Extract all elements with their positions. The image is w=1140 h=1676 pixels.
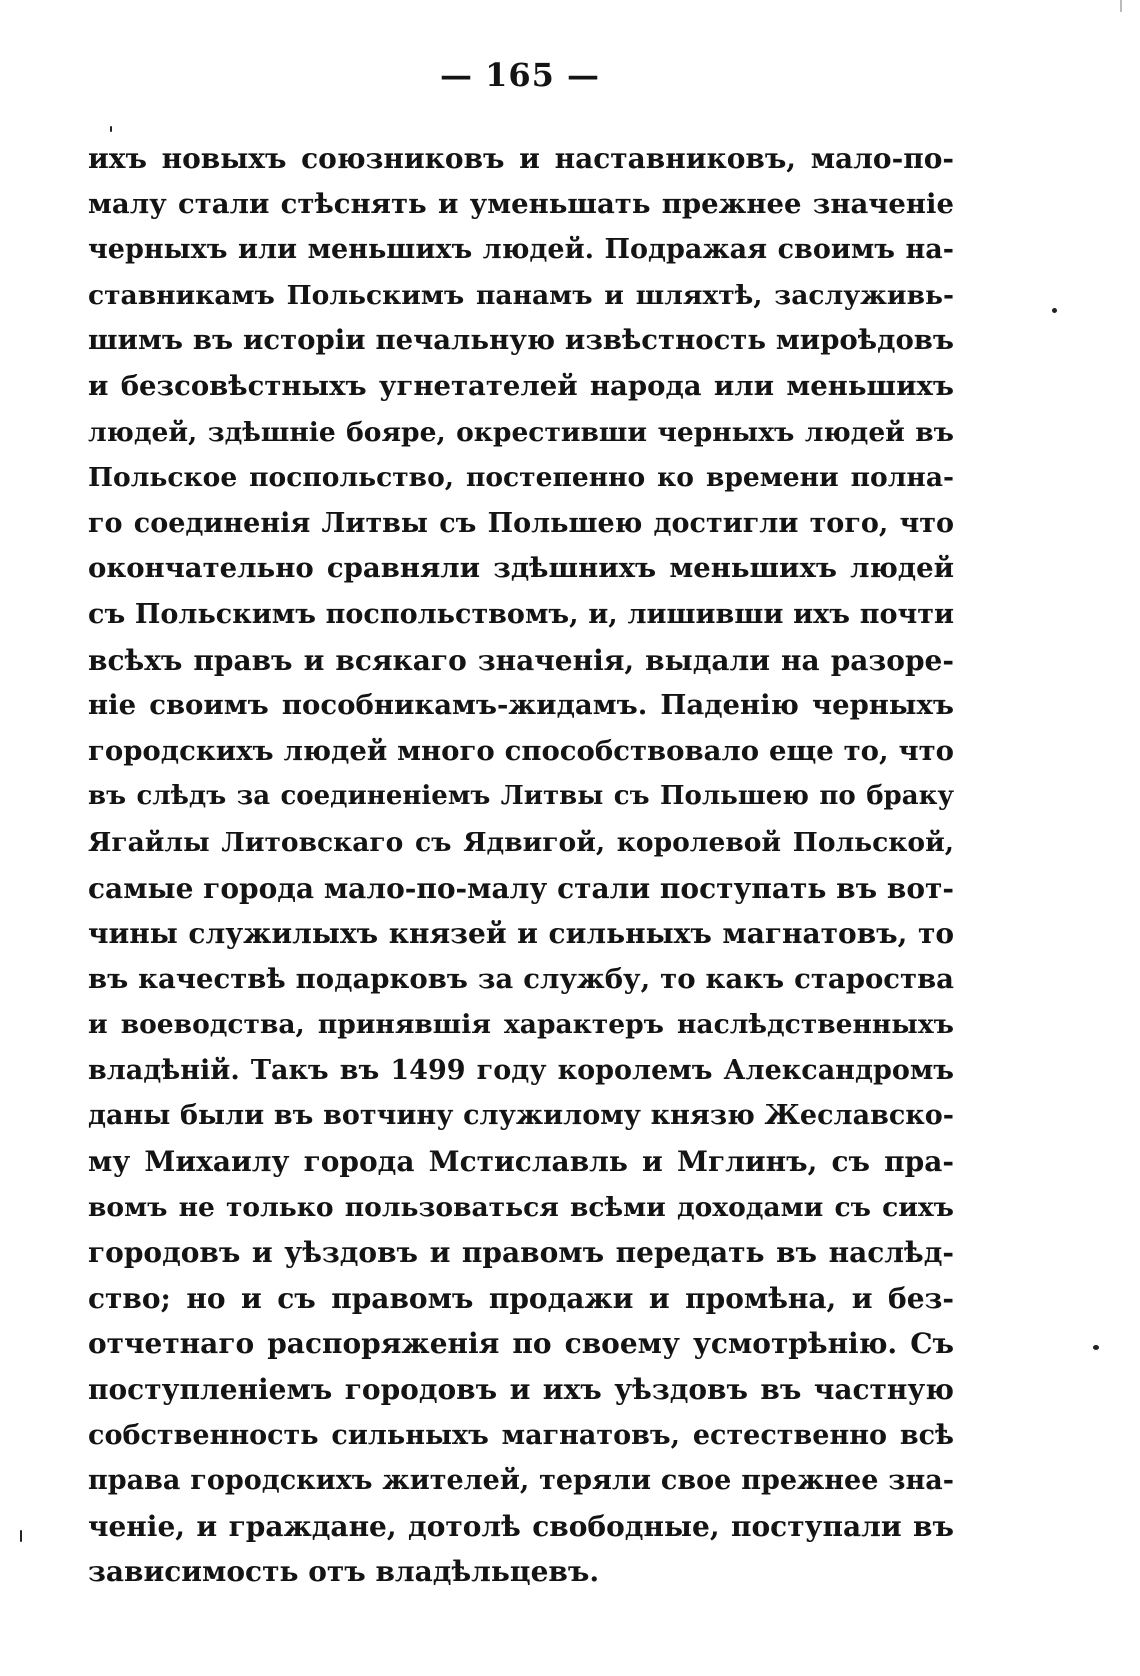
text-line: Ягайлы Литовскаго съ Ядвигой, королевой Польской, (88, 826, 954, 858)
text-line: собственность сильныхъ магнатовъ, естественно всѣ (88, 1419, 954, 1451)
text-line: ихъ новыхъ союзниковъ и наставниковъ, мало-по- (88, 142, 954, 175)
text-line: съ Польскимъ поспольствомъ, и, лишивши ихъ почти (88, 598, 954, 630)
text-line: черныхъ или меньшихъ людей. Подражая своимъ на- (88, 234, 954, 266)
text-line: шимъ въ исторіи печальную извѣстность мироѣдовъ (88, 324, 954, 357)
text-line: го соединенія Литвы съ Польшею достигли того, что (88, 507, 954, 539)
text-line: и воеводства, принявшія характеръ наслѣдственныхъ (88, 1009, 954, 1041)
text-line: Польское поспольство, постепенно ко времени полна- (88, 462, 954, 494)
text-line: въ качествѣ подарковъ за службу, то какъ староства (88, 962, 954, 995)
ink-speck (110, 126, 112, 132)
text-line: людей, здѣшніе бояре, окрестивши черныхъ людей въ (88, 416, 954, 448)
text-line: въ слѣдъ за соединеніемъ Литвы съ Польшею по браку (88, 781, 954, 812)
ink-speck (20, 1530, 22, 1542)
text-line: ченіе, и граждане, дотолѣ свободные, поступали въ (88, 1509, 954, 1543)
text-line: всѣхъ правъ и всякаго значенія, выдали на разоре- (88, 643, 954, 677)
text-line: городскихъ людей много способствовало еще то, что (88, 734, 954, 767)
body-text (88, 136, 954, 1595)
text-line: городовъ и уѣздовъ и правомъ передать въ наслѣд- (88, 1236, 954, 1270)
text-line: даны были въ вотчину служилому князю Жеславско- (88, 1100, 954, 1132)
page-number: — 165 — (439, 56, 601, 94)
scan-edge-mark (1120, 0, 1122, 12)
ink-speck (1052, 308, 1057, 313)
text-line: ніе своимъ пособникамъ-жидамъ. Паденію черныхъ (88, 689, 954, 722)
text-line: ство; но и съ правомъ продажи и промѣна, и без- (88, 1281, 954, 1315)
text-line: права городскихъ жителей, теряли свое прежнее зна- (88, 1465, 954, 1497)
text-line: вомъ не только пользоваться всѣми доходами съ сихъ (88, 1191, 954, 1223)
ink-speck (1093, 1345, 1099, 1350)
text-line: самые города мало-по-малу стали поступать въ вот- (88, 871, 954, 905)
text-line: владѣній. Такъ въ 1499 году королемъ Александромъ (88, 1054, 954, 1086)
text-line: поступленіемъ городовъ и ихъ уѣздовъ въ частную (88, 1373, 954, 1407)
text-line: окончательно сравняли здѣшнихъ меньшихъ людей (88, 552, 954, 585)
text-line: чины служилыхъ князей и сильныхъ магнатовъ, то (88, 917, 954, 951)
text-line: ставникамъ Польскимъ панамъ и шляхтѣ, заслуживь- (88, 279, 954, 311)
text-line: зависимость отъ владѣльцевъ. (88, 1555, 600, 1589)
text-line: отчетнаго распоряженія по своему усмотрѣнію. Съ (88, 1327, 954, 1361)
text-line: малу стали стѣснять и уменьшать прежнее значеніе (88, 187, 954, 220)
text-line: му Михаилу города Мстиславль и Мглинъ, съ пра- (88, 1145, 954, 1179)
text-line: и безсовѣстныхъ угнетателей народа или меньшихъ (88, 369, 954, 402)
